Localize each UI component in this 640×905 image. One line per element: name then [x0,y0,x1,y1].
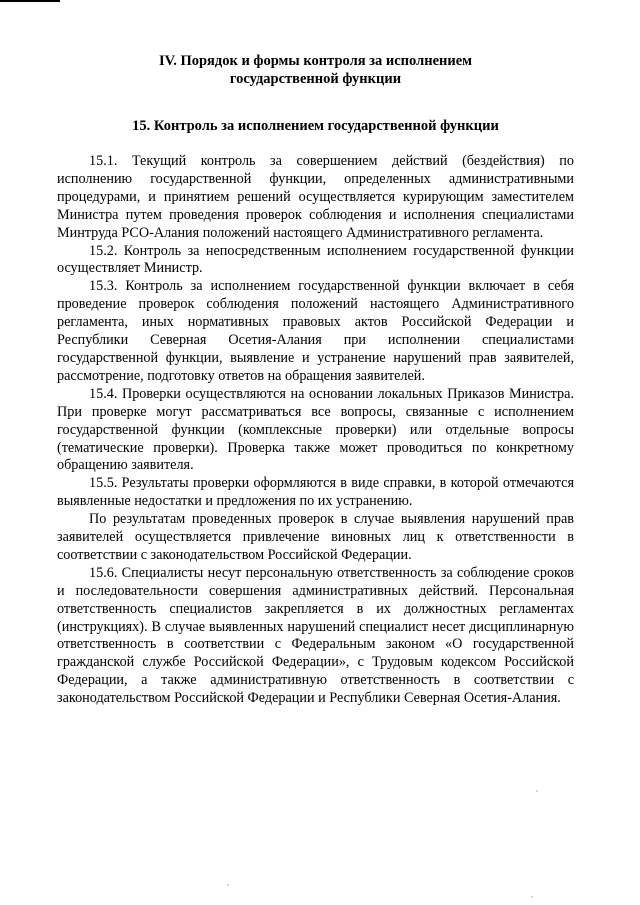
paragraph-violations: По результатам проведенных проверок в случае выявления нарушений прав заявителей осуществляется привлечение виновных лиц к ответственности в соответствии с законодательством Российской Федерации. [57,511,574,563]
paragraph-15-4: 15.4. Проверки осуществляются на основании локальных Приказов Министра. При проверке могут рассматриваться все вопросы, связанные с исполнением государственной функции (комплексные проверки) или отдельные вопросы (тематические проверки). Проверка также может проводиться по конкретному обращению заявителя. [57,385,574,474]
section-title-line-2: государственной функции [229,71,402,87]
document-body [57,52,574,708]
section-title-line-1: IV. Порядок и формы контроля за исполнением [158,53,473,69]
paragraph-15-5: 15.5. Результаты проверки оформляются в виде справки, в которой отмечаются выявленные недостатки и предложения по их устранению. [57,475,574,510]
scan-speck [536,790,538,792]
subsection-title: 15. Контроль за исполнением государственной функции [132,118,499,134]
section-title [57,52,574,88]
paragraph-15-1: 15.1. Текущий контроль за совершением действий (бездействия) по исполнению государственной функции, определенных административными процедурами, и принятием решений осуществляется курирующим заместителем Министра путем проведения проверок соблюдения и исполнения специалистами Минтруда РСО-Алания положений настоящего Административного регламента. [57,153,574,241]
scan-edge-mark [0,0,60,2]
paragraph-15-6: 15.6. Специалисты несут персональную ответственность за соблюдение сроков и последовательности совершения административных действий. Персональная ответственность специалистов закрепляется в их должностных регламентах (инструкциях). В случае выявленных нарушений специалист несет дисциплинарную ответственность в соответствии с Федеральным законом «О государственной гражданской службе Российской Федерации», с Трудовым кодексом Российской Федерации, а также административную ответственность в соответствии с законодательством Российской Федерации и Республики Северная Осетия-Алания. [57,564,574,707]
paragraph-15-3: 15.3. Контроль за исполнением государственной функции включает в себя проведение проверок соблюдения положений настоящего Административного регламента, иных нормативных правовых актов Российской Федерации и Республики Северная Осетия-Алания при исполнении специалистами государственной функции, выявление и устранение нарушений прав заявителей, рассмотрение, подготовку ответов на обращения заявителей. [57,278,574,384]
paragraph-15-2: 15.2. Контроль за непосредственным исполнением государственной функции осуществляет Министр. [57,242,574,277]
scan-speck [227,884,229,886]
scan-speck [531,896,533,898]
